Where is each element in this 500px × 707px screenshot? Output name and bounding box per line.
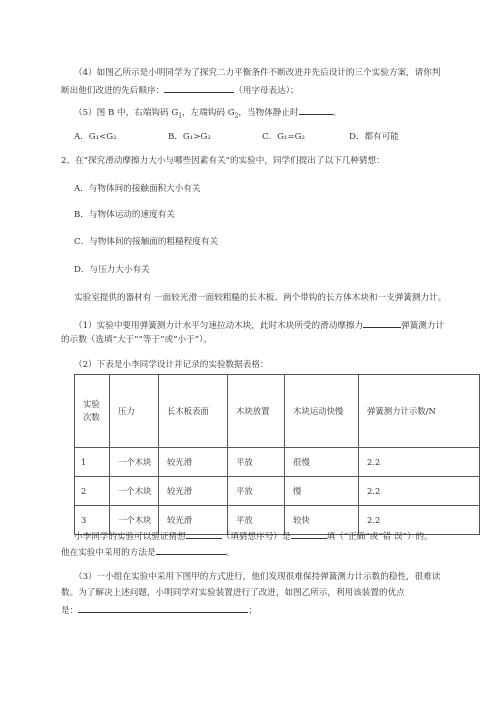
table-cell: 2.2 bbox=[359, 448, 480, 477]
table-header-cell: 木块运动快慢 bbox=[285, 375, 359, 448]
q5-text: （5）图 B 中，右端钩码 G bbox=[74, 108, 179, 118]
table-cell: 1 bbox=[75, 448, 110, 477]
table-header-row bbox=[75, 375, 480, 448]
table-header-cell: 长木板表面 bbox=[159, 375, 228, 448]
q5-text-mid: ，左端钩码 G bbox=[182, 108, 235, 118]
table-cell: 一个木块 bbox=[110, 448, 159, 477]
table-header-cell: 木块放置 bbox=[228, 375, 285, 448]
q2-equipment: 实验室提供的器材有 一面较光滑一面较粗糙的长木板、两个带钩的长方体木块和一支弹簧测力计。 bbox=[74, 293, 447, 303]
table-cell: 较快 bbox=[285, 506, 359, 535]
q5-text-end2: 。 bbox=[332, 108, 342, 118]
table-cell: 2.2 bbox=[359, 477, 480, 506]
table-cell: 很慢 bbox=[285, 448, 359, 477]
q2-part3-line3 bbox=[61, 603, 257, 617]
q5-option-b[interactable]: B．G₁>G₂ bbox=[168, 132, 211, 142]
q4-line2 bbox=[61, 83, 299, 97]
q4-line2-text: 断出他们改进的先后顺序： bbox=[61, 86, 165, 96]
q2-intro: 2、在“探究滑动摩擦力大小与哪些因素有关”的实验中，同学们提出了以下几种猜想： bbox=[61, 156, 385, 166]
q4-line1: （4）如图乙所示是小明同学为了探究二力平衡条件不断改进并先后设计的三个实验方案，请你判 bbox=[74, 68, 441, 78]
method-line bbox=[61, 545, 234, 559]
table-row bbox=[75, 448, 480, 477]
part3-text-b: ； bbox=[248, 606, 257, 616]
q2-guess-c: C．与物体间的接触面的粗糙程度有关 bbox=[74, 237, 219, 247]
q5-sub1: 1 bbox=[178, 112, 183, 120]
table-cell: 较光滑 bbox=[159, 477, 228, 506]
q2-guess-a: A．与物体间的接触面积大小有关 bbox=[74, 184, 201, 194]
part3-text-a: 是： bbox=[61, 606, 79, 616]
q4-answer-blank[interactable] bbox=[164, 83, 234, 93]
table-cell: 2 bbox=[75, 477, 110, 506]
q2-part2: （2）下表是小李同学设计并记录的实验数据表格： bbox=[74, 360, 269, 370]
q5-sub2: 2 bbox=[234, 112, 239, 120]
q2-guess-b: B．与物体运动的速度有关 bbox=[74, 210, 175, 220]
table-header-cell: 实验 次数 bbox=[75, 375, 110, 448]
table-row bbox=[75, 477, 480, 506]
verify-blank-2[interactable] bbox=[291, 529, 327, 539]
method-text-end: 。 bbox=[225, 548, 235, 558]
table-header-cell: 压力 bbox=[110, 375, 159, 448]
q5-text-end: ，当物体静止时 bbox=[238, 108, 299, 118]
method-blank[interactable] bbox=[156, 545, 226, 555]
q5-answer-blank[interactable] bbox=[299, 105, 333, 115]
q5-option-a[interactable]: A．G₁<G₂ bbox=[74, 132, 117, 142]
q2-part3-line1: （3）一小组在实验中采用下图甲的方式进行，他们发现很难保持弹簧测力计示数的稳性，很难读 bbox=[74, 572, 441, 582]
table-cell: 较光滑 bbox=[159, 506, 228, 535]
q2-part1-text-b: 弹簧测力计 bbox=[401, 321, 445, 331]
table-cell: 平放 bbox=[228, 448, 285, 477]
table-cell: 一个木块 bbox=[110, 506, 159, 535]
q2-part1-line1 bbox=[74, 318, 444, 332]
table-cell: 3 bbox=[75, 506, 110, 535]
verify-text-b: （填猜想序号）是 bbox=[221, 532, 291, 542]
q5-option-c[interactable]: C．G₁=G₂ bbox=[262, 132, 305, 142]
verify-line bbox=[74, 529, 433, 543]
q5-option-d[interactable]: D．都有可能 bbox=[349, 132, 399, 142]
verify-text-c: 填（“正确”或“错 误”）的。 bbox=[326, 532, 433, 542]
experiment-table bbox=[74, 374, 480, 535]
q5-line bbox=[74, 105, 341, 123]
table-cell: 2.2 bbox=[359, 506, 480, 535]
table-cell: 慢 bbox=[285, 477, 359, 506]
table-header-cell: 弹簧测力计示数/N bbox=[359, 375, 480, 448]
q2-part1-text: （1）实验中要用弹簧测力计水平匀速拉动木块，此时木块所受的滑动摩擦力 bbox=[74, 321, 364, 331]
q2-part1-blank[interactable] bbox=[363, 318, 401, 328]
q2-part3-line2: 数。为了解决上述问题，小明同学对实验装置进行了改进，如图乙所示，利用该装置的优点 bbox=[61, 588, 405, 598]
q4-line2-suffix: （用字母表达）； bbox=[234, 86, 299, 96]
verify-blank-1[interactable] bbox=[186, 529, 222, 539]
table-cell: 平放 bbox=[228, 477, 285, 506]
q2-part1-line2: 的示数（选填“大于”“等于”或“小于”）。 bbox=[61, 335, 212, 345]
part3-blank[interactable] bbox=[78, 603, 248, 613]
verify-text-a: 小李同学的实验可以验证猜想 bbox=[74, 532, 186, 542]
method-text: 他在实验中采用的方法是 bbox=[61, 548, 156, 558]
table-cell: 一个木块 bbox=[110, 477, 159, 506]
table-cell: 较光滑 bbox=[159, 448, 228, 477]
q2-guess-d: D．与压力大小有关 bbox=[74, 265, 150, 275]
table-cell: 平放 bbox=[228, 506, 285, 535]
